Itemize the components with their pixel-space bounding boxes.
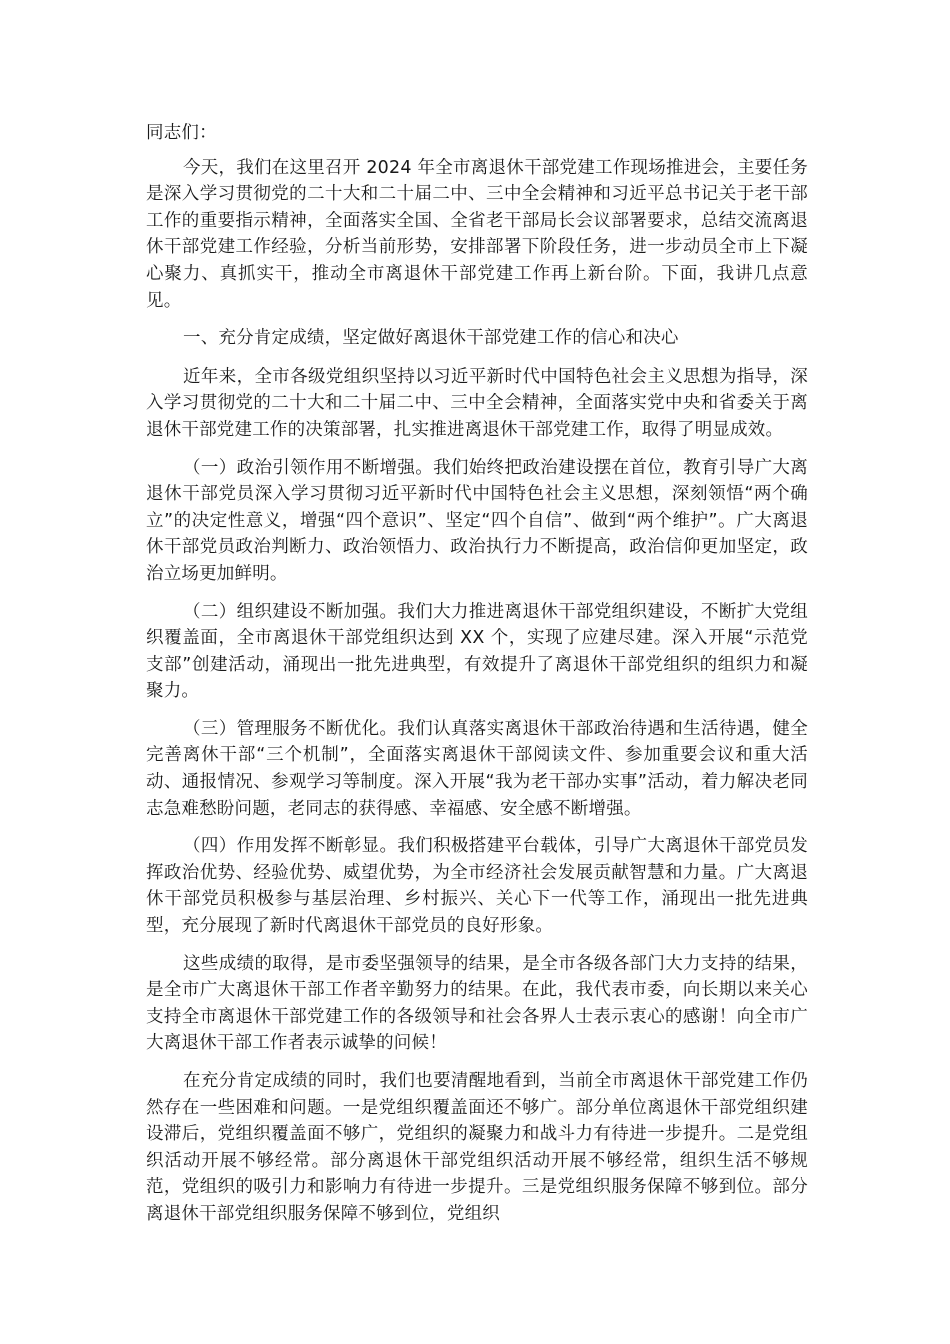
paragraph-political-leadership: （一）政治引领作用不断增强。我们始终把政治建设摆在首位，教育引导广大离退休干部党员深入学习贯彻习近平新时代中国特色社会主义思想，深刻领悟“两个确立”的决定性意义，增强“四个意识”、坚定“四个自信”、做到“两个维护”。广大离退休干部党员政治判断力、政治领悟力、政治执行力不断提高，政治信仰更加坚定，政治立场更加鲜明。	[146, 457, 808, 584]
paragraph-achievements-intro: 近年来，全市各级党组织坚持以习近平新时代中国特色社会主义思想为指导，深入学习贯彻党的二十大和二十届二中、三中全会精神，全面落实党中央和省委关于离退休干部党建工作的决策部署，扎实推进离退休干部党建工作，取得了明显成效。	[146, 366, 808, 440]
section-heading-1: 一、充分肯定成绩，坚定做好离退休干部党建工作的信心和决心	[183, 328, 679, 349]
paragraph-management-service: （三）管理服务不断优化。我们认真落实离退休干部政治待遇和生活待遇，健全完善离休干部“三个机制”，全面落实离退休干部阅读文件、参加重要会议和重大活动、通报情况、参观学习等制度。深入开展“我为老干部办实事”活动，着力解决老同志急难愁盼问题，老同志的获得感、幸福感、安全感不断增强。	[146, 718, 808, 819]
salutation: 同志们：	[146, 123, 217, 143]
paragraph-role-play: （四）作用发挥不断彰显。我们积极搭建平台载体，引导广大离退休干部党员发挥政治优势、经验优势、威望优势，为全市经济社会发展贡献智慧和力量。广大离退休干部党员积极参与基层治理、乡村振兴、关心下一代等工作，涌现出一批先进典型，充分展现了新时代离退休干部党员的良好形象。	[146, 836, 808, 937]
document-page	[146, 120, 808, 1239]
paragraph-acknowledgement: 这些成绩的取得，是市委坚强领导的结果，是全市各级各部门大力支持的结果，是全市广大离退休干部工作者辛勤努力的结果。在此，我代表市委，向长期以来关心支持全市离退休干部党建工作的各级领导和社会各界人士表示衷心的感谢！向全市广大离退休干部工作者表示诚挚的问候！	[146, 953, 808, 1054]
paragraph-opening: 今天，我们在这里召开 2024 年全市离退休干部党建工作现场推进会，主要任务是深入学习贯彻党的二十大和二十届二中、三中全会精神和习近平总书记关于老干部工作的重要指示精神，全面落实全国、全省老干部局长会议部署要求，总结交流离退休干部党建工作经验，分析当前形势，安排部署下阶段任务，进一步动员全市上下凝心聚力、真抓实干，推动全市离退休干部党建工作再上新台阶。下面，我讲几点意见。	[146, 157, 808, 311]
paragraph-organization-building: （二）组织建设不断加强。我们大力推进离退休干部党组织建设，不断扩大党组织覆盖面，全市离退休干部党组织达到 XX 个，实现了应建尽建。深入开展“示范党支部”创建活动，涌现出一批先进典型，有效提升了离退休干部党组织的组织力和凝聚力。	[146, 601, 808, 702]
paragraph-problems: 在充分肯定成绩的同时，我们也要清醒地看到，当前全市离退休干部党建工作仍然存在一些困难和问题。一是党组织覆盖面还不够广。部分单位离退休干部党组织建设滞后，党组织覆盖面不够广，党组织的凝聚力和战斗力有待进一步提升。二是党组织活动开展不够经常。部分离退休干部党组织活动开展不够经常，组织生活不够规范，党组织的吸引力和影响力有待进一步提升。三是党组织服务保障不够到位。部分离退休干部党组织服务保障不够到位，党组织	[146, 1071, 808, 1224]
